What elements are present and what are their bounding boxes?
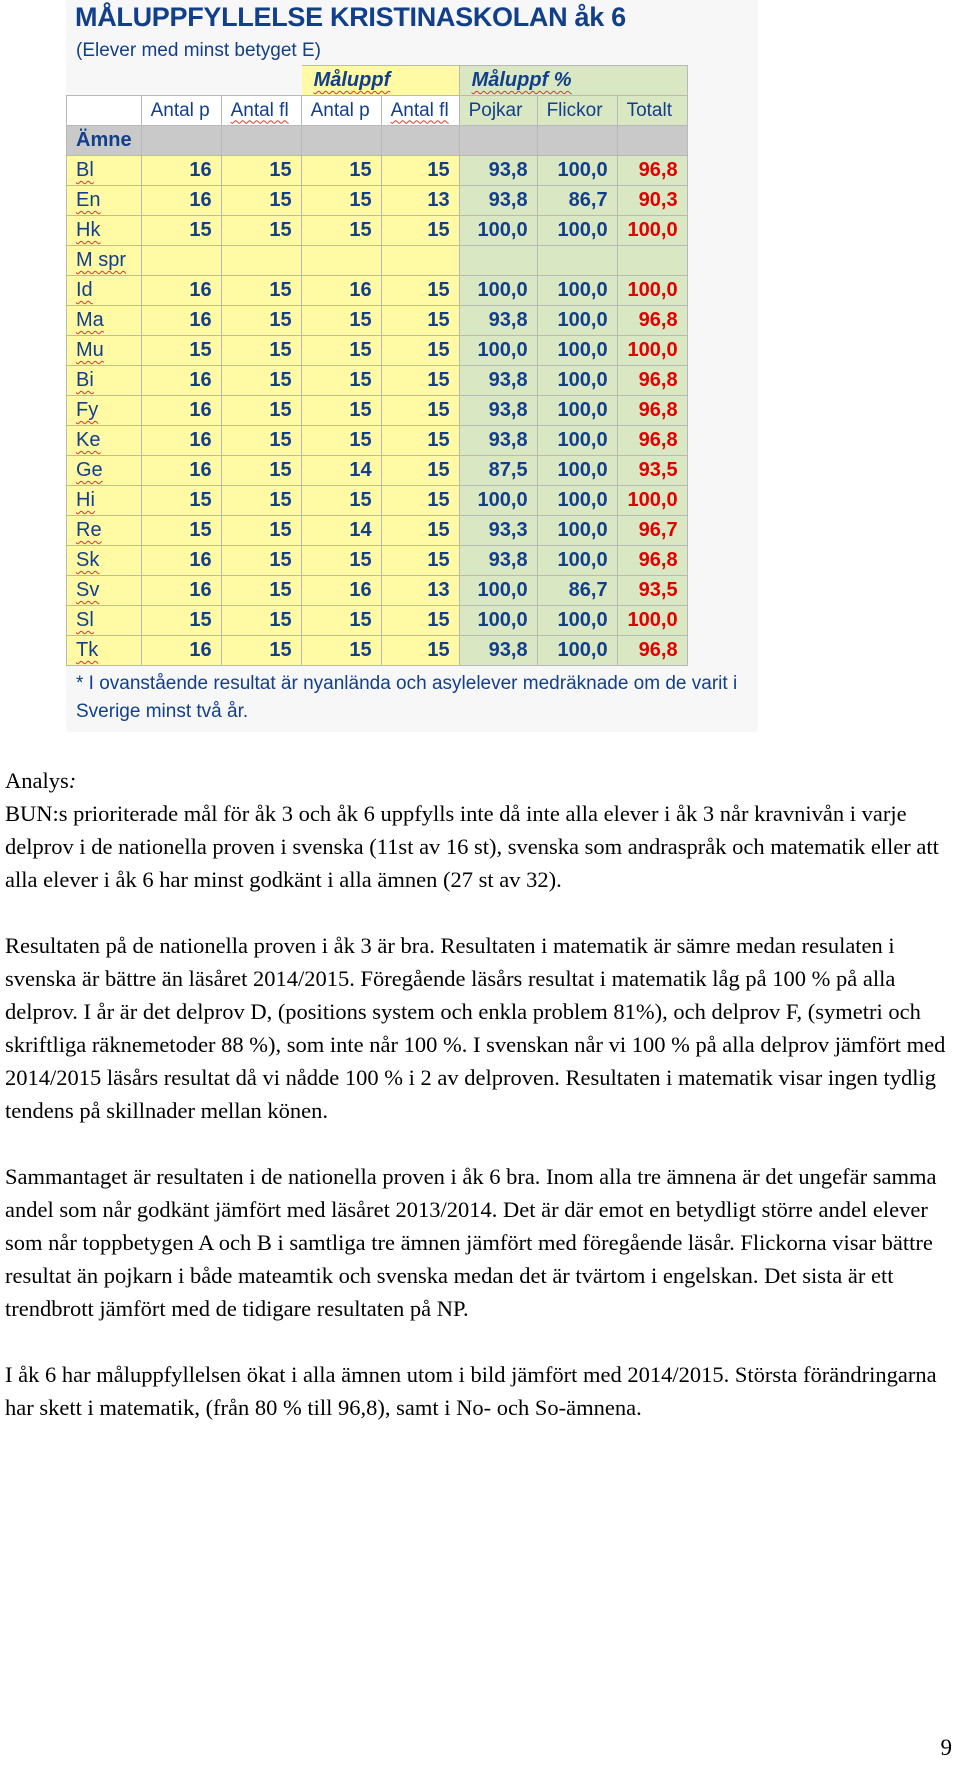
analysis-paragraph-2: Resultaten på de nationella proven i åk 3 är bra. Resultaten i matematik är sämre medan resulaten i svenska är bättre än läsåret 2014/2015. Föregående läsårs resultat i matematik låg på 100 % på alla delprov. I år är det delprov D, (positions system och enkla problem 81%), och delprov F, (symetri och skriftliga räknemetoder 88 %), som inte når 100 %. I svenskan når vi 100 % på alla delprov jämfört med 2014/2015 läsårs resultat då vi nådde 100 % i 2 av delproven. Resultaten i matematik visar ingen tydlig tendens på skillnader mellan könen. xyxy=(5,933,946,1123)
subject-row xyxy=(67,396,688,426)
value-cell: 15 xyxy=(221,276,301,306)
value-cell: 100,0 xyxy=(617,486,687,516)
subject-header-row xyxy=(67,126,688,156)
value-cell: 100,0 xyxy=(459,606,537,636)
subject-cell: Sk xyxy=(67,546,142,576)
value-cell: 15 xyxy=(221,186,301,216)
value-cell: 96,8 xyxy=(617,156,687,186)
value-cell: 15 xyxy=(301,396,381,426)
group-label-maluppf: Måluppf xyxy=(301,66,459,96)
group-header-row xyxy=(67,66,688,96)
subject-row xyxy=(67,366,688,396)
col-header-antal-fl-2: Antal fl xyxy=(381,96,459,126)
subject-cell: Sv xyxy=(67,576,142,606)
value-cell: 16 xyxy=(141,306,221,336)
value-cell: 86,7 xyxy=(537,576,617,606)
subject-cell: Ke xyxy=(67,426,142,456)
value-cell xyxy=(537,246,617,276)
value-cell: 93,8 xyxy=(459,426,537,456)
value-cell: 100,0 xyxy=(537,396,617,426)
value-cell: 15 xyxy=(221,366,301,396)
results-table-figure xyxy=(66,0,758,732)
value-cell: 16 xyxy=(141,426,221,456)
value-cell: 15 xyxy=(301,306,381,336)
value-cell: 15 xyxy=(221,546,301,576)
value-cell: 14 xyxy=(301,516,381,546)
value-cell: 16 xyxy=(301,276,381,306)
subject-cell: Bl xyxy=(67,156,142,186)
value-cell: 15 xyxy=(381,276,459,306)
value-cell: 15 xyxy=(381,516,459,546)
value-cell xyxy=(221,246,301,276)
subject-row xyxy=(67,306,688,336)
subject-cell: Mu xyxy=(67,336,142,366)
subject-row xyxy=(67,426,688,456)
value-cell: 100,0 xyxy=(617,276,687,306)
value-cell: 16 xyxy=(141,546,221,576)
value-cell: 16 xyxy=(141,396,221,426)
value-cell: 15 xyxy=(221,576,301,606)
value-cell xyxy=(141,246,221,276)
value-cell: 13 xyxy=(381,186,459,216)
col-header-antal-p-1: Antal p xyxy=(141,96,221,126)
value-cell: 96,8 xyxy=(617,306,687,336)
value-cell: 15 xyxy=(221,306,301,336)
value-cell: 96,8 xyxy=(617,426,687,456)
value-cell: 100,0 xyxy=(537,366,617,396)
value-cell: 15 xyxy=(301,336,381,366)
subject-cell: Hi xyxy=(67,486,142,516)
value-cell: 100,0 xyxy=(537,546,617,576)
value-cell: 15 xyxy=(141,516,221,546)
results-table xyxy=(66,65,688,666)
value-cell: 93,8 xyxy=(459,396,537,426)
value-cell xyxy=(301,246,381,276)
value-cell xyxy=(459,246,537,276)
value-cell: 93,8 xyxy=(459,546,537,576)
table-subtitle: (Elever med minst betyget E) xyxy=(76,40,321,61)
value-cell: 87,5 xyxy=(459,456,537,486)
value-cell: 15 xyxy=(141,216,221,246)
value-cell: 100,0 xyxy=(459,216,537,246)
value-cell: 14 xyxy=(301,456,381,486)
value-cell: 15 xyxy=(301,366,381,396)
subject-header: Ämne xyxy=(67,126,142,156)
value-cell xyxy=(617,246,687,276)
subject-row xyxy=(67,156,688,186)
value-cell: 100,0 xyxy=(537,216,617,246)
analysis-paragraph-3: Sammantaget är resultaten i de nationella proven i åk 6 bra. Inom alla tre ämnena är det ungefär samma andel som når godkänt jämfört med läsåret 2013/2014. Det är där emot en betydligt större andel elever som når toppbetygen A och B i samtliga tre ämnen jämfört med föregående läsår. Flickorna visar bättre resultat än pojkarn i både mateamtik och svenska medan det är tvärtom i engelskan. Det sista är ett trendbrott jämfört med de tidigare resultaten på NP. xyxy=(5,1164,937,1321)
subject-cell: Ge xyxy=(67,456,142,486)
value-cell: 15 xyxy=(221,516,301,546)
value-cell: 93,8 xyxy=(459,186,537,216)
value-cell: 90,3 xyxy=(617,186,687,216)
col-header-flickor: Flickor xyxy=(537,96,617,126)
value-cell: 15 xyxy=(221,636,301,666)
value-cell: 86,7 xyxy=(537,186,617,216)
value-cell: 15 xyxy=(221,486,301,516)
value-cell: 100,0 xyxy=(617,336,687,366)
value-cell: 100,0 xyxy=(459,576,537,606)
value-cell: 15 xyxy=(221,216,301,246)
table-title: MÅLUPPFYLLELSE KRISTINASKOLAN åk 6 xyxy=(75,2,626,32)
value-cell: 15 xyxy=(301,546,381,576)
subject-cell: Id xyxy=(67,276,142,306)
subject-row xyxy=(67,336,688,366)
value-cell: 93,5 xyxy=(617,576,687,606)
value-cell: 16 xyxy=(301,576,381,606)
value-cell: 15 xyxy=(381,366,459,396)
analysis-paragraph-4: I åk 6 har måluppfyllelsen ökat i alla ämnen utom i bild jämfört med 2014/2015. Största förändringarna har skett i matematik, (från 80 % till 96,8), samt i No- och So-ämnena. xyxy=(5,1362,937,1420)
value-cell: 100,0 xyxy=(537,156,617,186)
value-cell: 100,0 xyxy=(537,306,617,336)
value-cell: 100,0 xyxy=(537,456,617,486)
value-cell: 16 xyxy=(141,186,221,216)
subject-cell: En xyxy=(67,186,142,216)
value-cell: 15 xyxy=(381,546,459,576)
value-cell xyxy=(381,246,459,276)
value-cell: 15 xyxy=(381,456,459,486)
subject-row xyxy=(67,606,688,636)
value-cell: 16 xyxy=(141,276,221,306)
value-cell: 15 xyxy=(381,636,459,666)
column-header-row xyxy=(67,96,688,126)
subject-row xyxy=(67,276,688,306)
subject-cell: Hk xyxy=(67,216,142,246)
value-cell: 96,8 xyxy=(617,396,687,426)
col-header-antal-fl-1: Antal fl xyxy=(221,96,301,126)
value-cell: 15 xyxy=(221,396,301,426)
value-cell: 15 xyxy=(381,606,459,636)
subject-row xyxy=(67,636,688,666)
value-cell: 96,8 xyxy=(617,636,687,666)
subject-row xyxy=(67,246,688,276)
value-cell: 100,0 xyxy=(459,276,537,306)
value-cell: 93,8 xyxy=(459,366,537,396)
value-cell: 13 xyxy=(381,576,459,606)
value-cell: 15 xyxy=(381,216,459,246)
value-cell: 15 xyxy=(381,336,459,366)
value-cell: 100,0 xyxy=(537,486,617,516)
subject-cell: Fy xyxy=(67,396,142,426)
value-cell: 100,0 xyxy=(537,276,617,306)
value-cell: 15 xyxy=(221,456,301,486)
value-cell: 100,0 xyxy=(459,336,537,366)
value-cell: 93,5 xyxy=(617,456,687,486)
subject-row xyxy=(67,216,688,246)
subject-row xyxy=(67,516,688,546)
value-cell: 100,0 xyxy=(459,486,537,516)
value-cell: 96,8 xyxy=(617,366,687,396)
subject-cell: M spr xyxy=(67,246,142,276)
value-cell: 15 xyxy=(221,156,301,186)
group-label-maluppf-percent: Måluppf % xyxy=(459,66,687,96)
value-cell: 15 xyxy=(301,606,381,636)
value-cell: 15 xyxy=(381,396,459,426)
value-cell: 15 xyxy=(381,306,459,336)
value-cell: 96,8 xyxy=(617,546,687,576)
value-cell: 93,3 xyxy=(459,516,537,546)
value-cell: 96,7 xyxy=(617,516,687,546)
subject-row xyxy=(67,186,688,216)
value-cell: 100,0 xyxy=(617,216,687,246)
value-cell: 100,0 xyxy=(537,516,617,546)
value-cell: 15 xyxy=(381,426,459,456)
value-cell: 100,0 xyxy=(537,336,617,366)
value-cell: 16 xyxy=(141,576,221,606)
value-cell: 16 xyxy=(141,636,221,666)
page-number: 9 xyxy=(940,1735,952,1760)
subject-rows xyxy=(67,156,688,666)
value-cell: 100,0 xyxy=(617,606,687,636)
value-cell: 100,0 xyxy=(537,606,617,636)
value-cell: 93,8 xyxy=(459,156,537,186)
value-cell: 15 xyxy=(141,336,221,366)
value-cell: 15 xyxy=(301,486,381,516)
value-cell: 15 xyxy=(141,606,221,636)
subject-row xyxy=(67,486,688,516)
value-cell: 15 xyxy=(301,636,381,666)
analysis-paragraph-1: BUN:s prioriterade mål för åk 3 och åk 6 uppfylls inte då inte alla elever i åk 3 når kravnivån i varje delprov i de nationella proven i svenska (11st av 16 st), svenska som andraspråk och matematik eller att alla elever i åk 6 har minst godkänt i alla ämnen (27 st av 32). xyxy=(5,801,939,892)
value-cell: 15 xyxy=(301,156,381,186)
value-cell: 15 xyxy=(301,216,381,246)
subject-row xyxy=(67,546,688,576)
subject-row xyxy=(67,456,688,486)
subject-cell: Bi xyxy=(67,366,142,396)
value-cell: 15 xyxy=(301,186,381,216)
value-cell: 15 xyxy=(381,486,459,516)
value-cell: 93,8 xyxy=(459,636,537,666)
subject-row xyxy=(67,576,688,606)
col-header-pojkar: Pojkar xyxy=(459,96,537,126)
value-cell: 100,0 xyxy=(537,636,617,666)
value-cell: 15 xyxy=(381,156,459,186)
value-cell: 93,8 xyxy=(459,306,537,336)
value-cell: 100,0 xyxy=(537,426,617,456)
value-cell: 15 xyxy=(301,426,381,456)
value-cell: 16 xyxy=(141,366,221,396)
value-cell: 15 xyxy=(221,606,301,636)
value-cell: 16 xyxy=(141,156,221,186)
value-cell: 15 xyxy=(141,486,221,516)
analysis-heading: Analys: xyxy=(5,768,77,793)
value-cell: 16 xyxy=(141,456,221,486)
analysis-section xyxy=(5,764,955,1457)
subject-cell: Re xyxy=(67,516,142,546)
subject-cell: Tk xyxy=(67,636,142,666)
value-cell: 15 xyxy=(221,426,301,456)
col-header-totalt: Totalt xyxy=(617,96,687,126)
subject-cell: Sl xyxy=(67,606,142,636)
table-footnote: * I ovanstående resultat är nyanlända och asylelever medräknade om de varit i Sverige minst två år. xyxy=(76,673,738,722)
subject-cell: Ma xyxy=(67,306,142,336)
value-cell: 15 xyxy=(221,336,301,366)
col-header-antal-p-2: Antal p xyxy=(301,96,381,126)
